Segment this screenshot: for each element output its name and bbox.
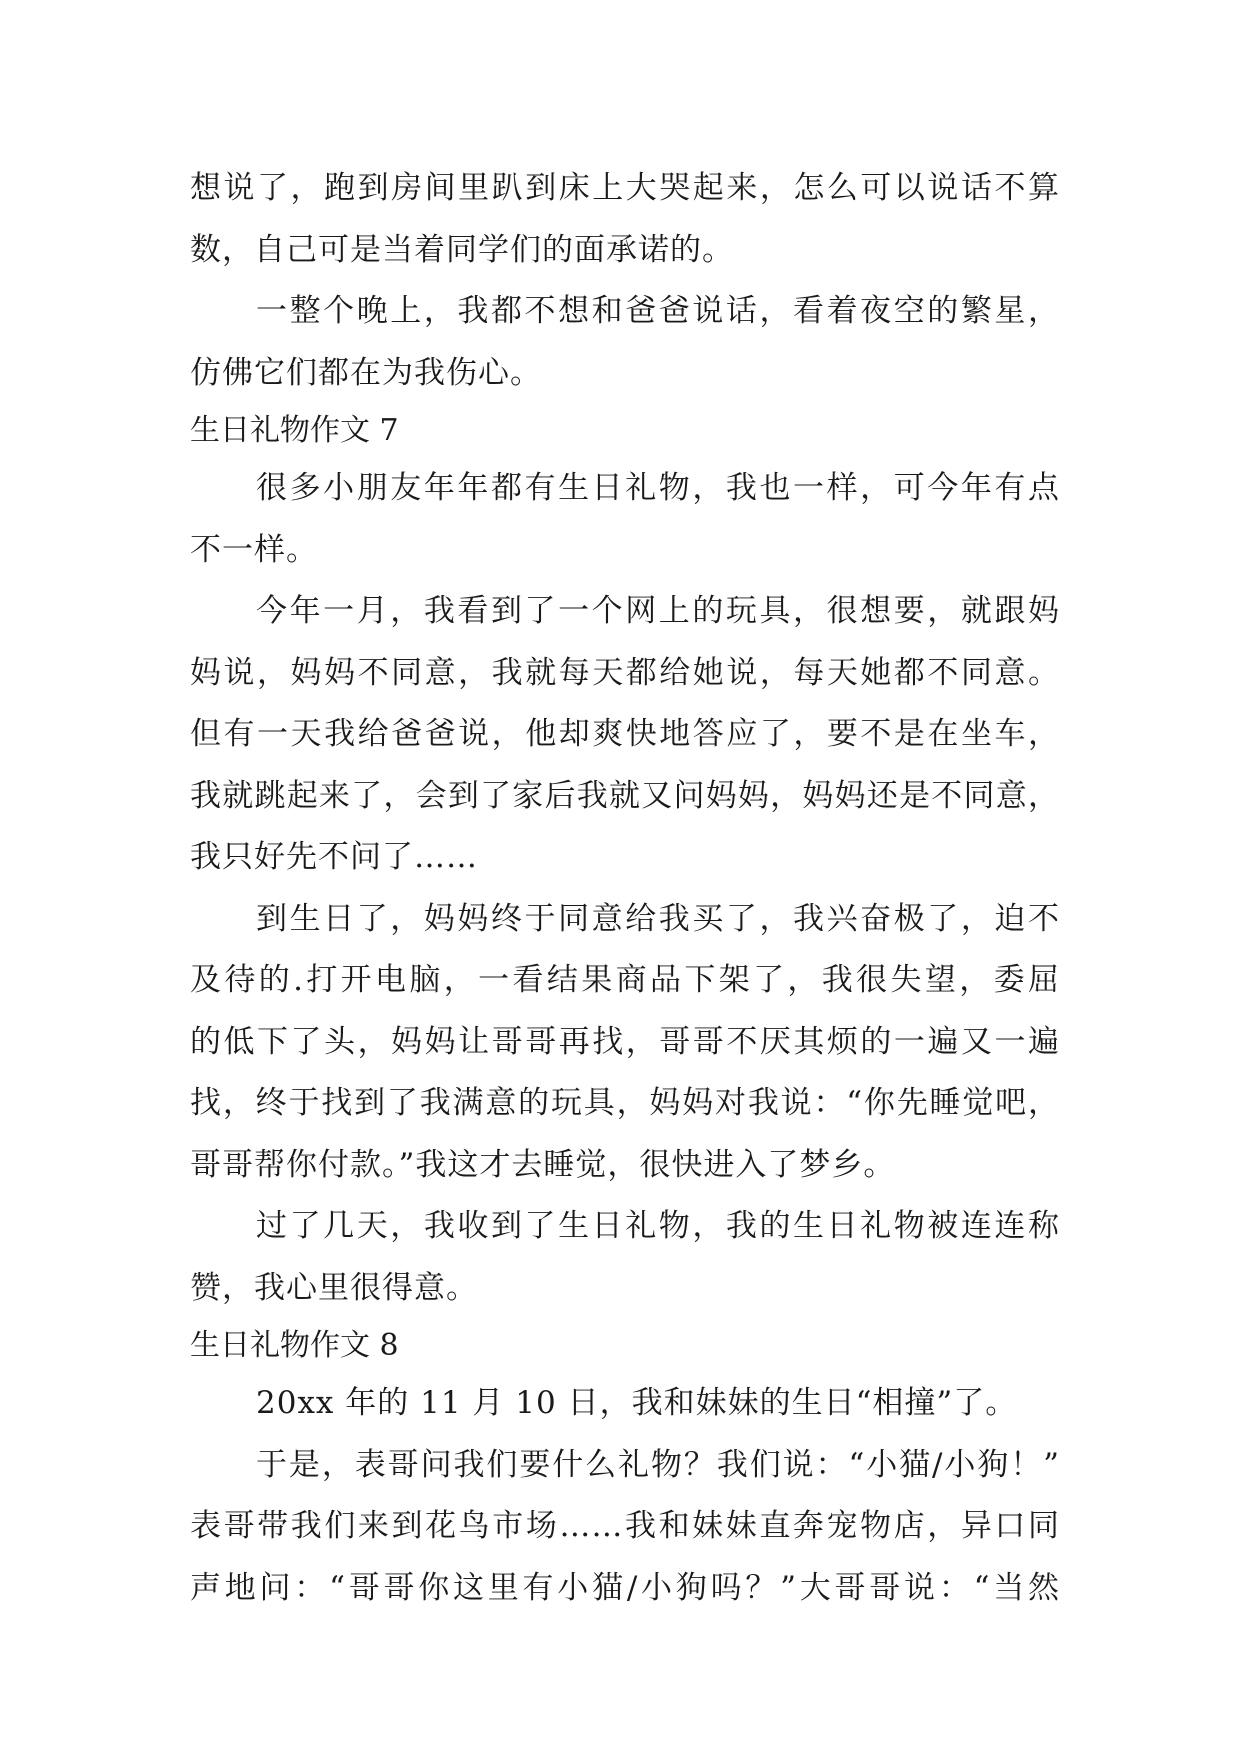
- text-line: 很多小朋友年年都有生日礼物，我也一样，可今年有点: [256, 470, 1060, 506]
- section-heading: 生日礼物作文 7: [190, 413, 399, 448]
- text-line: 20xx 年的 11 月 10 日，我和妹妹的生日“相撞”了。: [256, 1385, 1018, 1421]
- text-line: 我只好先不问了……: [190, 839, 478, 875]
- text-line: 不一样。: [190, 531, 318, 568]
- text-line: 数，自己可是当着同学们的面承诺的。: [190, 231, 734, 268]
- section-heading: 生日礼物作文 8: [190, 1328, 399, 1363]
- text-line: 的低下了头，妈妈让哥哥再找，哥哥不厌其烦的一遍又一遍: [190, 1023, 1060, 1060]
- text-line: 一整个晚上，我都不想和爸爸说话，看着夜空的繁星，: [256, 293, 1060, 329]
- text-line: 到生日了，妈妈终于同意给我买了，我兴奋极了，迫不: [256, 900, 1060, 937]
- text-line: 过了几天，我收到了生日礼物，我的生日礼物被连连称: [256, 1208, 1060, 1244]
- text-line: 找，终于找到了我满意的玩具，妈妈对我说：“你先睡觉吧，: [190, 1085, 1060, 1121]
- text-line: 想说了，跑到房间里趴到床上大哭起来，怎么可以说话不算: [190, 170, 1060, 206]
- text-line: 声地问：“哥哥你这里有小猫/小狗吗？”大哥哥说：“当然: [190, 1569, 1060, 1606]
- text-line: 表哥带我们来到花鸟市场……我和妹妹直奔宠物店，异口同: [190, 1508, 1060, 1544]
- text-line: 今年一月，我看到了一个网上的玩具，很想要，就跟妈: [256, 593, 1060, 629]
- text-line: 赞，我心里很得意。: [190, 1269, 478, 1306]
- text-line: 妈说，妈妈不同意，我就每天都给她说，每天她都不同意。: [190, 654, 1060, 691]
- text-line: 仿佛它们都在为我伤心。: [190, 354, 542, 391]
- text-line: 及待的.打开电脑，一看结果商品下架了，我很失望，委屈: [190, 962, 1060, 998]
- text-line: 于是，表哥问我们要什么礼物？我们说：“小猫/小狗！”: [256, 1446, 1060, 1483]
- text-line: 哥哥帮你付款。”我这才去睡觉，很快进入了梦乡。: [190, 1146, 896, 1183]
- document-body: [190, 158, 1060, 1619]
- text-line: 我就跳起来了，会到了家后我就又问妈妈，妈妈还是不同意，: [190, 777, 1060, 814]
- text-line: 但有一天我给爸爸说，他却爽快地答应了，要不是在坐车，: [190, 716, 1060, 752]
